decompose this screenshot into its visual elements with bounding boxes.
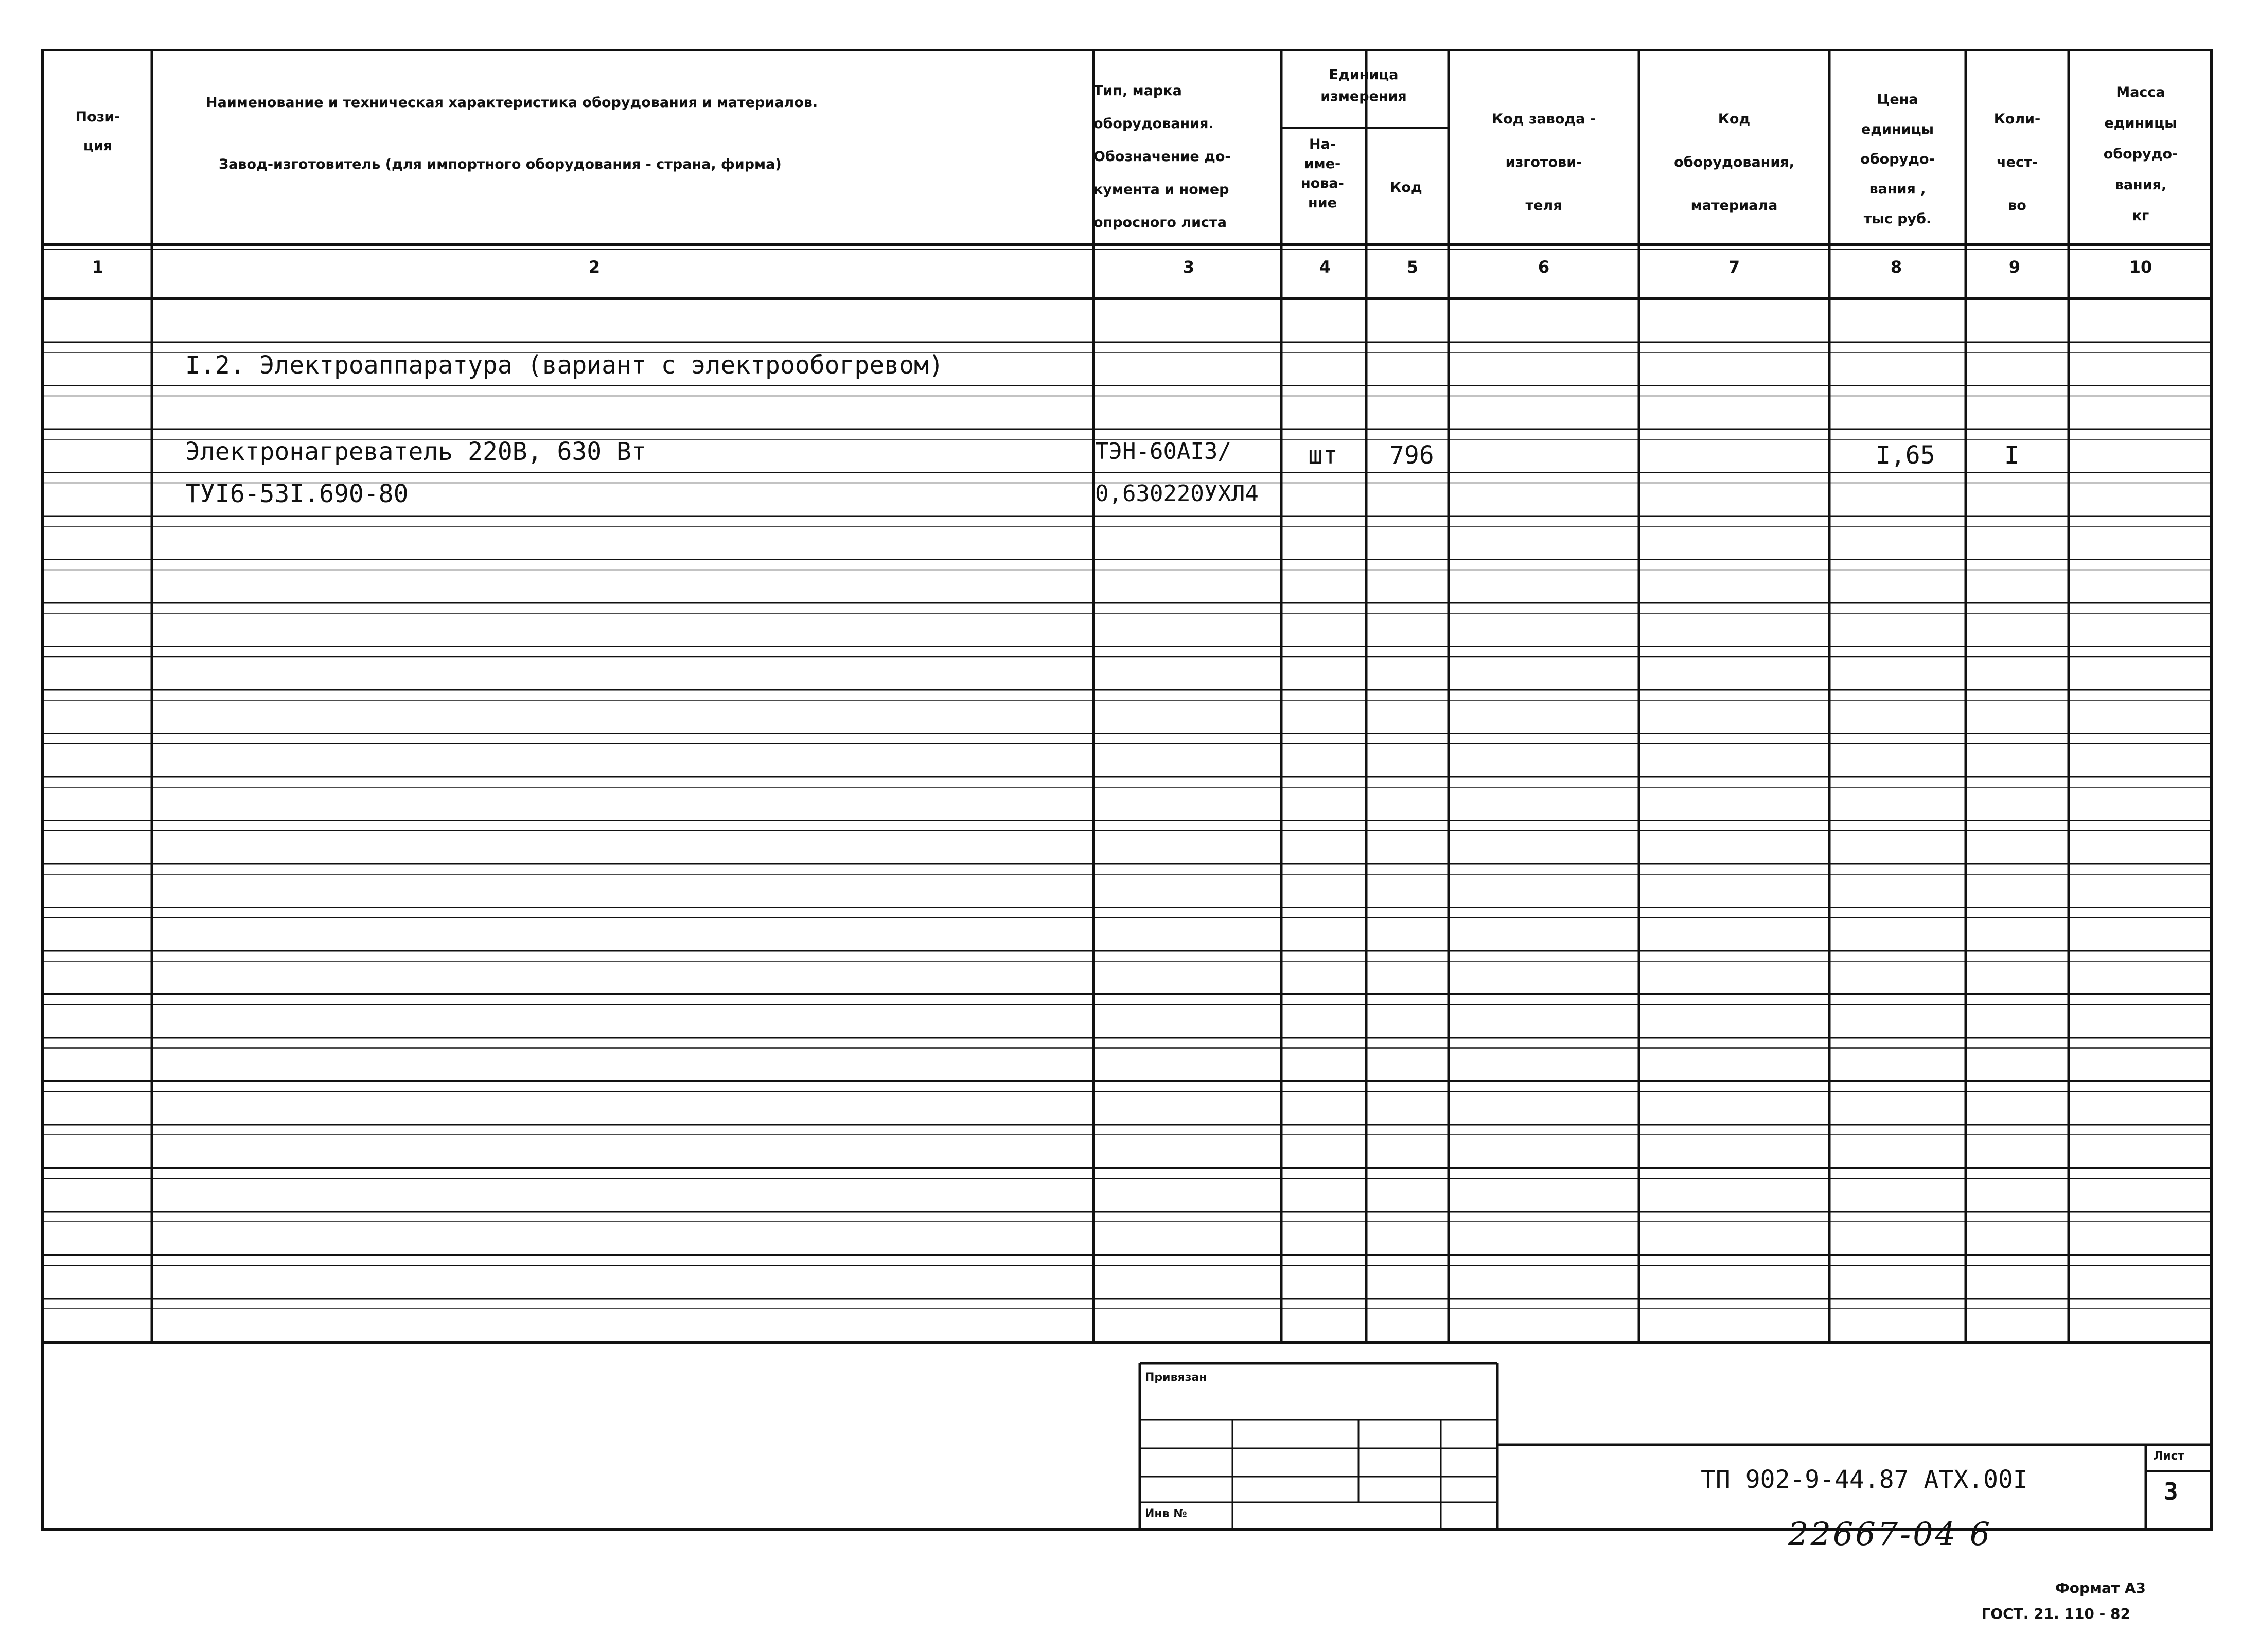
section-title: I.2. Электроаппаратура (вариант с электрообогревом) bbox=[185, 351, 944, 380]
header-unit-name: На- име- нова- ние bbox=[1301, 136, 1344, 211]
col-number-3: 3 bbox=[1183, 257, 1195, 277]
header-type: Тип, марка оборудования. Обозначение до- кумента и номер опросного листа bbox=[1093, 83, 1231, 230]
header-factory-code: Код завода - изготови- теля bbox=[1492, 111, 1596, 214]
item-type-line2: 0,630220УХЛ4 bbox=[1095, 481, 1259, 507]
item-name: Электронагреватель 220В, 630 Вт bbox=[185, 437, 646, 466]
header-mass: Масса единицы оборудо- вания, кг bbox=[2103, 84, 2178, 224]
col-number-4: 4 bbox=[1319, 257, 1331, 277]
header-position: Пози- ция bbox=[75, 109, 120, 154]
col-number-2: 2 bbox=[588, 257, 601, 277]
header-unit-code: Код bbox=[1390, 180, 1422, 196]
handwritten-number: 22667-04 6 bbox=[1788, 1515, 1992, 1553]
document-number: ТП 902-9-44.87 АТХ.00I bbox=[1701, 1465, 2028, 1494]
col-number-9: 9 bbox=[2008, 257, 2021, 277]
item-unit-code: 796 bbox=[1389, 441, 1434, 470]
header-price: Цена единицы оборудо- вания , тыс руб. bbox=[1860, 92, 1935, 227]
item-unit: шт bbox=[1308, 441, 1338, 470]
stamp-inventory-label: Инв № bbox=[1145, 1507, 1187, 1520]
format-standard: ГОСТ. 21. 110 - 82 bbox=[1981, 1605, 2130, 1622]
header-name-line1: Наименование и техническая характеристика оборудования и материалов. bbox=[206, 95, 818, 111]
col-number-1: 1 bbox=[92, 257, 104, 277]
header-name-line2: Завод-изготовитель (для импортного оборудования - страна, фирма) bbox=[219, 156, 782, 172]
item-price: I,65 bbox=[1876, 441, 1935, 470]
header-quantity: Коли- чест- во bbox=[1993, 111, 2041, 214]
col-number-5: 5 bbox=[1406, 257, 1419, 277]
item-quantity: I bbox=[2004, 441, 2019, 470]
header-equipment-code: Код оборудования, материала bbox=[1674, 111, 1794, 214]
stamp-attached-label: Привязан bbox=[1145, 1371, 1207, 1384]
header-unit-group: Единица измерения bbox=[1320, 67, 1407, 104]
col-number-6: 6 bbox=[1538, 257, 1550, 277]
sheet-number: 3 bbox=[2164, 1478, 2178, 1505]
format-label: Формат А3 bbox=[2055, 1579, 2146, 1596]
item-spec: ТУI6-53I.690-80 bbox=[185, 479, 409, 508]
sheet-label: Лист bbox=[2154, 1450, 2184, 1463]
col-number-7: 7 bbox=[1728, 257, 1740, 277]
col-number-8: 8 bbox=[1890, 257, 1902, 277]
col-number-10: 10 bbox=[2129, 257, 2152, 277]
item-type-line1: ТЭН-60АI3/ bbox=[1095, 438, 1231, 465]
